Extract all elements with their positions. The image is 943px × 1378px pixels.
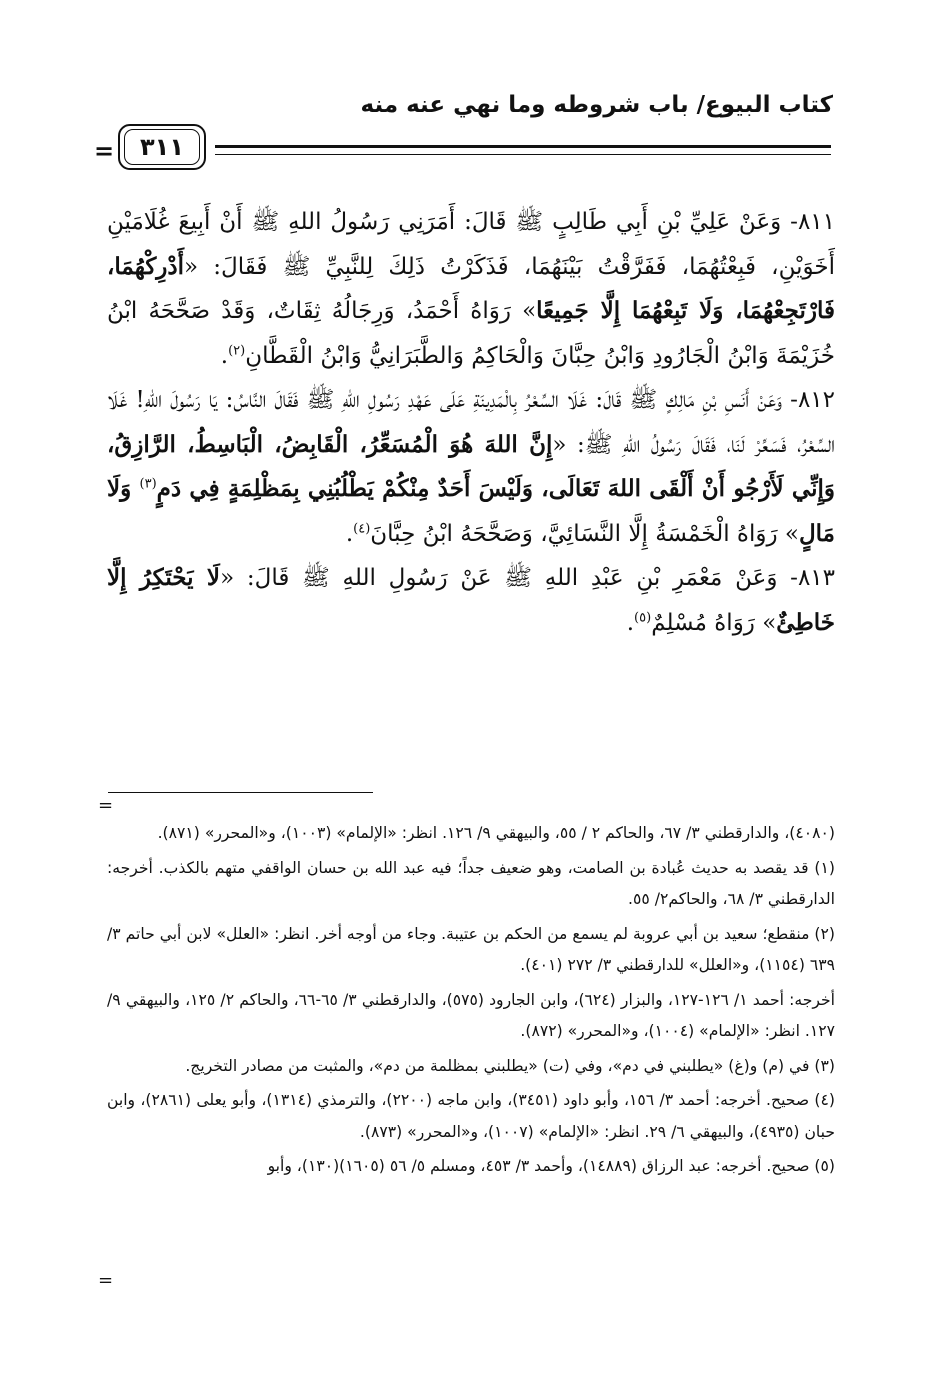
prophetic-quote: وَلَا مَالٍ (107, 475, 835, 547)
footnote-ref: (٤) (353, 520, 371, 536)
footnote-bottom-mark: = (98, 1270, 114, 1291)
footnote-continuation: (٤٠٨٠)، والدارقطني ٣/ ٦٧، والحاكم ٢ / ٥٥، والبيهقي ٩/ ١٢٦. انظر: «الإلمام» (١٠٠٣)، و«المحرر» (٨٧١). (157, 824, 835, 842)
hadith-text: » رَوَاهُ أَحْمَدُ، وَرِجَالُهُ ثِقَاتٌ، وَقَدْ صَحَّحَهُ ابْنُ خُزَيْمَةَ وَابْنُ الْجَارُودِ وَابْنُ حِبَّانَ وَالْحَاكِمُ وَالطَّبَرَانِيُّ وَابْنُ الْقَطَّانِ (107, 298, 835, 369)
footnote-5: (٥) صحيح. أخرجه: عبد الرزاق (١٤٨٨٩)، وأحمد ٣/ ٤٥٣، ومسلم ٥/ ٥٦ (١٦٠٥)(١٣٠)، وأبو (267, 1157, 835, 1175)
page-number-frame (118, 124, 206, 170)
header-rule-thick (215, 145, 831, 148)
footnote-2-sources: أخرجه: أحمد ١/ ١٢٦-١٢٧، والبزار (٦٢٤)، وابن الجارود (٥٧٥)، والدارقطني ٣/ ٦٥-٦٦، والحاكم ٢/ ١٢٥، والبيهقي ٩/ ١٢٧. انظر: «الإلمام» (١٠٠٤)، و«المحرر» (٨٧٢). (107, 990, 835, 1040)
hadith-number: ٨١٣ (797, 565, 835, 591)
hadith-number: ٨١١ (797, 209, 835, 235)
hadith-812 (107, 378, 835, 556)
hadith-end: . (626, 609, 635, 636)
hadith-text: - وَعَنْ عَلِيِّ بْنِ أَبِي طَالِبٍ ﷺ قَالَ: أَمَرَنِي رَسُولُ اللهِ ﷺ أَنْ أَبِيعَ غُلَامَيْنِ أَخَوَيْنِ، فَبِعْتُهُمَا، فَفَرَّقْتُ بَيْنَهُمَا، فَذَكَرْتُ ذَلِكَ لِلنَّبِيِّ ﷺ فَقَالَ: « (107, 209, 835, 280)
main-text (107, 200, 835, 645)
hadith-end: . (220, 342, 229, 369)
header-rule-thin (215, 154, 831, 155)
prophetic-quote: لَا يَحْتَكِرُ إِلَّا خَاطِئٌ (107, 564, 835, 636)
running-title: كتاب البيوع/ باب شروطه وما نهي عنه منه (360, 92, 833, 118)
footnote-continuation-mark: = (98, 795, 114, 816)
prophetic-quote: إِنَّ اللهَ هُوَ الْمُسَعِّرُ، الْقَابِضُ، الْبَاسِطُ، الرَّازِقُ، وَإِنِّي لَأَرْجُو أَنْ أَلْقَى اللهَ تَعَالَى، وَلَيْسَ أَحَدٌ مِنْكُمْ يَطْلُبُنِي بِمَظْلِمَةٍ فِي دَمٍ (107, 430, 835, 502)
hadith-text: » رَوَاهُ مُسْلِمٌ (651, 609, 777, 636)
footnote-ref: (٢) (228, 342, 246, 358)
footnote-1: (١) قد يقصد به حديث عُبادة بن الصامت، وهو ضعيف جداً؛ فيه عبد الله بن حسان الواقفي متهم بالكذب. أخرجه: الدارقطني ٣/ ٦٨، والحاكم٢/ ٥٥. (107, 858, 835, 908)
page-number: ٣١١ (124, 129, 200, 165)
footnote-separator (108, 792, 373, 793)
hadith-end: . (345, 520, 354, 547)
hadith-813 (107, 556, 835, 645)
prophetic-quote: أَدْرِكْهُمَا، فَارْتَجِعْهُمَا، وَلَا تَبِعْهُمَا إِلَّا جَمِيعًا (107, 252, 836, 324)
hadith-text: » رَوَاهُ الْخَمْسَةُ إِلَّا النَّسَائِيَّ، وَصَحَّحَهُ ابْنُ حِبَّانَ (370, 520, 799, 547)
footnote-ref: (٣) (139, 476, 157, 492)
hadith-number: ٨١٢ (797, 387, 835, 413)
hadith-text: - وَعَنْ مَعْمَرِ بْنِ عَبْدِ اللهِ ﷺ عَنْ رَسُولِ اللهِ ﷺ قَالَ: « (220, 565, 798, 591)
footnote-2: (٢) منقطع؛ سعيد بن أبي عروبة لم يسمع من الحكم بن عتيبة. وجاء من أوجه أخر. انظر: «العلل» لابن أبي حاتم ٣/ ٦٣٩ (١١٥٤)، و«العلل» للدارقطني ٣/ ٢٧٢ (٤٠١). (107, 924, 835, 974)
hadith-811 (107, 200, 835, 378)
footnotes (107, 818, 835, 1186)
footnote-4: (٤) صحيح. أخرجه: أحمد ٣/ ١٥٦، وأبو داود (٣٤٥١)، وابن ماجه (٢٢٠٠)، والترمذي (١٣١٤)، وأبو يعلى (٢٨٦١)، وابن حبان (٤٩٣٥)، والبيهقي ٦/ ٢٩. انظر: «الإلمام» (١٠٠٧)، و«المحرر» (٨٧٣). (107, 1091, 835, 1141)
hadith-text: - وَعَنْ أَنَسِ بْنِ مَالِكٍ ﷺ قَالَ: غَلَا السِّعْرُ بِالْمَدِينَةِ عَلَى عَهْدِ رَسُولِ اللهِ ﷺ فَقَالَ النَّاسُ: يَا رَسُولَ اللهِ! غَلَا السِّعْرُ، فَسَعِّرْ لَنَا، فَقَالَ رَسُولُ اللهِ ﷺ: « (107, 387, 836, 458)
header-continuation-mark: = (94, 136, 115, 165)
footnote-3: (٣) في (م) و(غ) «يطلبني في دم»، وفي (ت) «يطلبني بمظلمة من دم»، والمثبت من مصادر التخريج. (185, 1056, 835, 1075)
footnote-ref: (٥) (634, 609, 652, 625)
